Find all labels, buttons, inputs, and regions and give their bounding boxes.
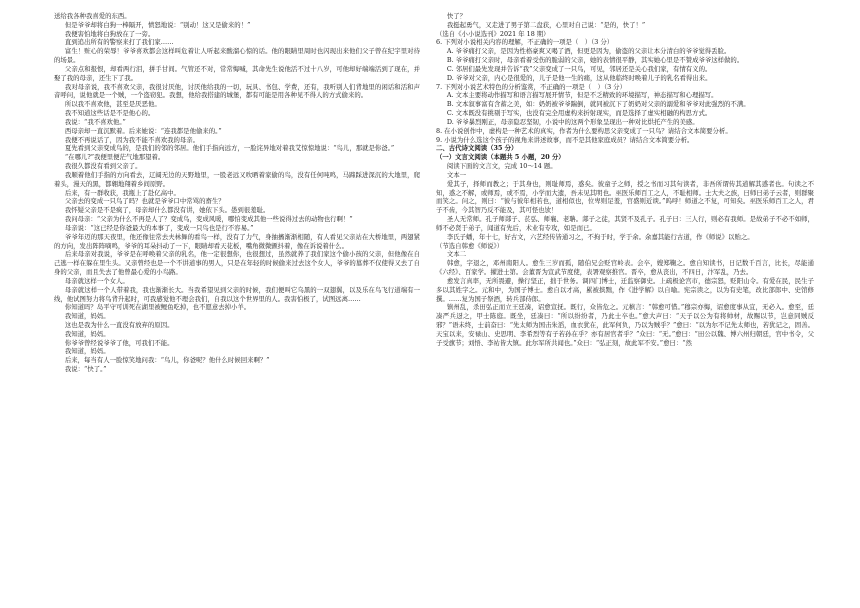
question-line: 9. 小说为什么选这个孩子的视角来讲述故事，而不是其他家庭成员？请结合文本简要分析。 [436,135,694,144]
story-line: 你知道吗？岛平守可训死在湖里被鲤鱼吃掉，也不愿意去掉小羊。 [64,303,251,312]
option-line: B. 爷爷痛打父亲时，母亲看着受伤的脆弱的父亲，她的表情很平静，其实她心里是不赞成爷爷这样做的。 [446,56,744,65]
story-line: 我问母亲：“父亲为什么不再是人了？变成鸟，变成风暖，哪怕变成其他一些说得过去的动物也行啊！” [64,215,353,224]
story-line: 快了？ [446,12,467,20]
story-line: 我便害怕地将白狗放在了一旁。 [64,29,155,38]
story-line: 所以我不喜欢他，甚至是厌恶他。 [64,100,161,109]
story-line: 我便不再说话了，因为我不能不喜欢我的母亲。 [64,135,200,144]
story-line: 我怀疑父亲是不是疯了，母亲却什么都没有讲，她依下头。愚到很羞耻。 [64,206,270,215]
story-line: 你爷爷曾经说爷爷了他，可我们不能。 [64,338,174,347]
story-line: 夏先看到父亲变成鸟的，是我们的邻的邻居。他们手指向远方，一脸诧异地对着我艾惊惊地说：“鸟儿，那就是你爸。” [64,144,395,153]
story-line: 送给我各种我喜爱的东西。 [54,12,131,20]
option-line: C. 文本既没有挑剔于写实，也没有完全用虚构来折射现实，而是选择了虚实相融的构思方式。 [446,109,712,118]
text-one-source: （节选自韩愈《师说》） [436,241,504,250]
classical-paragraph: 韩愈，字退之，邓州南阳人。愈生三岁而孤，随伯兄会贬官岭表。会卒，嫂郑鞠之。愈自知读书，日记数千百言，比长，尽能通《六经》、百家学。擢进士第。会董晋为宣武节度使，表署观察推官。晋卒，愈从丧出，不四日，汴军乱，乃去。 [436,259,814,277]
section-heading: 二、古代诗文阅读（35 分） [436,144,518,153]
question-line: 6. 下列对小说相关内容的理解，不正确的一项是（ ）（3 分） [436,38,614,47]
story-line: 这也是我为什么一直没有放弃的原因。 [64,320,174,329]
story-line: 我顺着他们手指的方向看去，辽阔无边的天野地里，一股老远又吹晒着家偷的鸟，没有任何吨鸣，马蹄踩进深沉的大地里，爬着头，漫天的黑，都翱地翔着乡间原野。 [54,170,420,188]
story-line: 我不知道这些话是不是他心的。 [64,109,155,118]
story-line: 我挺起勇气，又走进了男子第二盘获，心里对自己说：“是的，快了！” [446,20,646,29]
story-line: 我知道，妈妈。 [64,329,110,338]
classical-paragraph: 镇州乱，杀田弘正而立王廷凑，诏愈宣抚。既行，众皆危之。元稹言：“韩愈可惜。”穆宗亦悔，诏愈度事从宜，无必入。愈至，廷凑严兵迓之，甲士陈庭。既坐，廷凑曰：“所以纷纷者，乃此士卒也。”愈大声曰：“天子以公为有将帅材，故赐以节，岂意同贼反邪？”语未终，士前奋曰：“先太师为国击朱滔，血衣犹在，此军何负，乃以为贼乎？”愈曰：“以为尔不记先太师也，若犹记之，固善。天宝以来，安禄山、史思明、李希烈等有子若孙在乎？亦有居官者乎？”众曰：“无。”愈曰：“田公以魏、博六州归朝廷，官中书令，父子受旗节；刘悟、李祐皆大镇。此尔军所共闻也。”众曰：“弘正刻，故此军不安。”愈曰：“然 [436,303,814,347]
option-line: B. 文本叙事富有含蓄之美，如：奶奶被爷爷踹倒，就同被沉下了奶奶对父亲的溺爱和爷爷对此强烈的不满。 [446,100,750,109]
classical-paragraph: 圣人无常师。孔子师郯子、苌弘、师襄、老聃。郯子之徒，其贤不及孔子。孔子曰：三人行，则必有我师。是故弟子不必不如师，师不必贤于弟子，闻道有先后，术业有专攻，如是而已。 [436,215,814,232]
story-line: 我对母亲说，我不喜欢父亲，我很讨厌他，讨厌他给我的一切，玩具、书包、学费，还有，我听别人们背地里的闲话和活和声音呼问，说他就是一个贼，一个盗窃犯。我想，他给我搭建的城堡，都有可能是用各种见不得人的方式偷来的。 [54,82,420,100]
right-column [436,12,814,602]
story-line: 直到追出所有的警察来打了我们家…… [64,38,174,47]
question-line: 7. 下列对小说艺术特色的分析鉴赏，不正确的一项是（ ）（3 分） [436,82,626,91]
question-line: 8. 在小说创作中，虚构是一种艺术的真实，作者为什么要构思父亲变成了一只鸟？请结合文本简要分析。 [436,126,732,135]
story-line: 母亲就这样一个女人。 [64,276,129,285]
text-two-title: 文本二 [446,250,467,259]
story-line: “在哪儿?”我便里便茫气地那望着。 [64,153,165,162]
story-line: 我说：“快了。” [64,365,107,374]
classical-paragraph: 李氏子蟠，年十七，好古文，六艺经传皆通习之，不拘于时，学于余。余嘉其能行古道，作《师说》以贻之。 [446,232,754,241]
story-line: 但是爷爷却将白狗一棒隔开，愤怒地说：“别动！这又是偷来的！” [64,20,251,29]
option-line: D. 爷爷暴烈刚正，母亲隐忍坚韧，小说中的这两个形象呈现出一种对比烘托产生的美感。 [446,117,699,126]
story-line: 父亲去的变成一只鸟了吗？也就是爷爷口中常骂的畜生？ [64,197,225,206]
classical-paragraph: 愈发言真率，无所畏避，操行坚正，拙于世务。调四门博士，迁监察御史。上疏极论宫市，德宗怒，贬阳山令。有爱在民，民生子多以其姓字之。元和中，为国子博士。愈自以才高，累被摈黜，作《进学解》以自喻。宪宗读之，以为有史笔，改比部郎中、史馆修撰。……复为国子祭酒，转兵部侍郎。 [436,276,814,303]
option-line: D. 爷爷对父亲，内心是很爱的，儿子是他一生的痛，这从他临终时唤着儿子的乳名看得出来。 [446,73,712,82]
story-line: 我知道，妈妈。 [64,312,110,321]
left-column [54,12,420,602]
story-line: 母亲就这样一个人带着我，我也渐渐长大。当我希望见到父亲的时候，我们便叫它乌黑的一双翅翼，以及乐在鸟飞行道端有一线，他试图努力将鸟背升起时，可我感觉他不理会我们，自我以这个世界里的人。我害怕极了，试图远离…… [54,285,420,303]
option-line: C. 邻居们最先发现并告诉“我”父亲变成了一只鸟，可见，邻居还是关心我们家，有情有义的。 [446,64,712,73]
classical-paragraph: 爱其子，择师而教之；于其身也，则耻师焉，惑矣。彼童子之师，授之书而习其句读者，非吾所谓传其道解其惑者也。句读之不知，惑之不解，或师焉，或不焉，小学而大遗，吾未见其明也。巫医乐师百工之人，不耻相师。士大夫之族，曰师曰弟子云者，则群聚而笑之。问之，则曰：“彼与彼年相若也，道相似也，位卑则足羞，官盛则近谀。”呜呼！师道之不复，可知矣。巫医乐师百工之人，君子不齿，今其智乃反不能及，其可怪也欤！ [436,179,814,215]
story-line: 我说：“我不喜欢他。” [64,117,126,126]
story-line: 后来，每当有人一脸惊笑地问我：“鸟儿，你爸呢？他什么时候回来啊？” [64,356,270,365]
story-line: 父亲点和报恨，却看两行泪，拼手甘间。气管还不对，常常悔喊，其命先生说他活不过十八岁，可他却好端端活到了现在，并娶了我的母亲，还生下了我。 [54,64,420,82]
instruction: 阅读下面的文言文，完成 10～14 题。 [446,162,557,171]
option-line: A. 文本主要将动作描写和语言描写展开情节，但是不乏精致的环境描写，神态描写和心理描写。 [446,91,718,100]
option-line: A. 爷爷痛打父亲，是因为性格豪爽又喝了酒，但更是因为，偷盗的父亲让本分清白的爷爷觉得丢脸。 [446,47,731,56]
story-line: 西母亲却一直沉默着。后来她说：“连我都是他偷来的。” [64,126,222,135]
story-line: 我很久都没有看到父亲了。 [64,162,142,171]
story-line: 后来，有一群收获，我瓶上了赴亿高中。 [64,188,180,197]
story-source: （选自《小小说选刊》2021 年 18 期） [436,29,550,38]
text-one-title: 文本一 [446,170,467,179]
subsection-heading: （一）文言文阅读（本题共 5 小题，20 分） [436,153,565,162]
story-line: 后来母亲对我说，爷爷是在呼唤着父亲的乳名，他一定很想你，也很想过，虽然就养了我们家这个偷小孩的父亲，但他像在自己逃一样在躲在里生头。又亲曾经也是一个不讲道事的男人，只是在年轻的时候偷来过去这个女人，爷爷的墓葬不仅使得又去了自身的父亲，而且失去了他曾最心爱的小鸟路。 [54,250,420,277]
story-line: 我知道，妈妈。 [64,347,110,356]
story-line: 富生！赃心的荣辱！爷爷喜欢都会这样叫危着让人听起来酸溜心惊的话。他的眼睛里周时也闪现出来他们父子曾在纪宇里对待的场景。 [54,47,420,65]
story-line: 爷爷年迈的那天夜里，他还像往常去夫林舞的看鸟一样，没有了力气，身抽搐渐渐相随，有人看见父亲站在大桥地里，两翅紧的方向，发出阵阵嘀鸣，爷爷的耳朵抖动了一下，眼睛却看天花板，嘴角微微颤抖着，像在诉说着什么。 [54,232,420,250]
story-line: 母亲说：“这已经是你爸最大的本事了，变成一只鸟也是行不容易。” [64,223,254,232]
